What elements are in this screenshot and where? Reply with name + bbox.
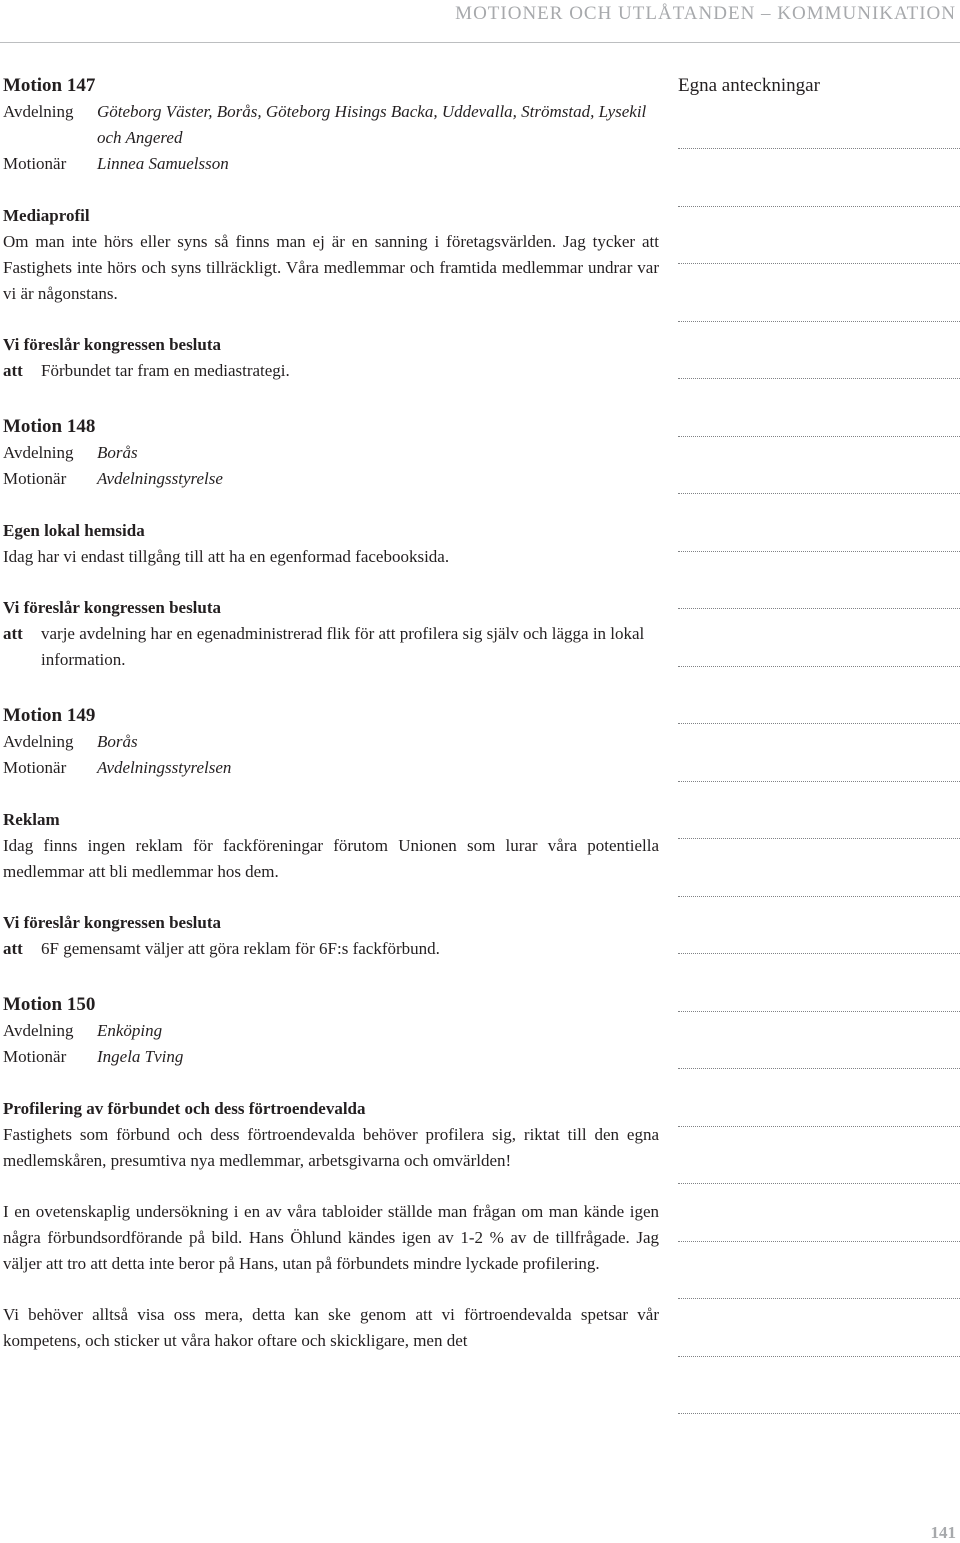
att-text: varje avdelning har en egenadministrerad flik för att profilera sig själv och lägga in lokal information. [41,624,645,669]
motion-title: Motion 147 [3,75,96,96]
motion-148 [3,413,659,673]
notes-writing-line [678,1011,960,1012]
att-clause [3,621,659,673]
notes-writing-line [678,1356,960,1357]
notes-writing-line [678,666,960,667]
avdelning-label: Avdelning [3,1021,74,1040]
att-label: att [3,939,23,958]
notes-writing-line [678,896,960,897]
avdelning-value: Borås [97,443,138,462]
meta-avdelning [3,440,659,466]
notes-writing-line [678,493,960,494]
motion-149 [3,702,659,962]
notes-writing-line [678,1413,960,1414]
avdelning-label: Avdelning [3,102,74,121]
header-divider [0,42,960,43]
att-clause [3,358,659,384]
section-title: Reklam [3,810,60,829]
meta-motionar [3,1044,659,1070]
notes-title: Egna anteckningar [678,75,820,96]
motionar-label: Motionär [3,154,67,173]
notes-writing-line [678,1068,960,1069]
notes-writing-line [678,148,960,149]
motion-title: Motion 150 [3,994,96,1015]
meta-avdelning [3,1018,659,1044]
proposal-heading: Vi föreslår kongressen besluta [3,913,222,932]
meta-motionar [3,151,659,177]
notes-writing-line [678,1126,960,1127]
motion-title: Motion 149 [3,705,96,726]
avdelning-label: Avdelning [3,443,74,462]
meta-avdelning [3,99,659,151]
page-number: 141 [930,1523,956,1542]
meta-avdelning [3,729,659,755]
notes-writing-line [678,1183,960,1184]
motions-column [3,72,659,1383]
notes-column [678,72,960,99]
motion-147 [3,72,659,384]
motionar-label: Motionär [3,469,67,488]
body-paragraph: I en ovetenskaplig undersökning i en av våra tabloider ställde man frågan om man kände igen några förbundsordförande på bild. Hans Öhlund kändes igen av 1-2 % av de tillfrågade. Jag väljer att tro att detta inte beror på Hans, utan på förbundets mindre lyckade profilering. [3,1202,659,1273]
att-text: 6F gemensamt väljer att göra reklam för 6F:s fackförbund. [41,939,440,958]
notes-writing-line [678,551,960,552]
notes-writing-line [678,206,960,207]
notes-writing-line [678,378,960,379]
motionar-value: Linnea Samuelsson [97,154,229,173]
att-label: att [3,624,23,643]
motionar-value: Avdelningsstyrelse [97,469,223,488]
notes-writing-line [678,953,960,954]
att-text: Förbundet tar fram en mediastrategi. [41,361,290,380]
notes-writing-line [678,608,960,609]
running-header: MOTIONER OCH UTLÅTANDEN – KOMMUNIKATION [455,3,956,24]
section-title: Profilering av förbundet och dess förtroendevalda [3,1099,366,1118]
avdelning-value: Enköping [97,1021,163,1040]
notes-writing-line [678,838,960,839]
section-title: Egen lokal hemsida [3,521,145,540]
notes-writing-line [678,1241,960,1242]
att-clause [3,936,659,962]
body-paragraph: Om man inte hörs eller syns så finns man ej är en sanning i företagsvärlden. Jag tycker att Fastighets inte hörs och syns tillräckligt. Våra medlemmar och framtida medlemmar undrar var vi är någonstans. [3,232,659,303]
meta-motionar [3,755,659,781]
body-paragraph: Vi behöver alltså visa oss mera, detta kan ske genom att vi förtroendevalda spetsar vår kompetens, och sticker ut våra hakor oftare och skickligare, men det [3,1305,659,1350]
notes-writing-line [678,321,960,322]
motionar-value: Ingela Tving [97,1047,184,1066]
avdelning-label: Avdelning [3,732,74,751]
section-title: Mediaprofil [3,206,90,225]
meta-motionar [3,466,659,492]
notes-writing-line [678,263,960,264]
att-label: att [3,361,23,380]
motionar-label: Motionär [3,1047,67,1066]
body-paragraph: Idag har vi endast tillgång till att ha en egenformad facebooksida. [3,547,450,566]
body-paragraph: Fastighets som förbund och dess förtroendevalda behöver profilera sig, riktat till den egna medlemskåren, presumtiva nya medlemmar, arbetsgivarna och omvärlden! [3,1125,659,1170]
proposal-heading: Vi föreslår kongressen besluta [3,598,222,617]
notes-writing-line [678,781,960,782]
motionar-value: Avdelningsstyrelsen [97,758,232,777]
motionar-label: Motionär [3,758,67,777]
body-paragraph: Idag finns ingen reklam för fackföreningar förutom Unionen som lurar våra potentiella medlemmar att bli medlemmar hos dem. [3,836,659,881]
motion-title: Motion 148 [3,416,96,437]
avdelning-value: Göteborg Väster, Borås, Göteborg Hisings Backa, Uddevalla, Strömstad, Lysekil och Angered [97,102,647,147]
notes-writing-line [678,436,960,437]
notes-writing-line [678,723,960,724]
proposal-heading: Vi föreslår kongressen besluta [3,335,222,354]
notes-writing-line [678,1298,960,1299]
motion-150 [3,991,659,1354]
avdelning-value: Borås [97,732,138,751]
